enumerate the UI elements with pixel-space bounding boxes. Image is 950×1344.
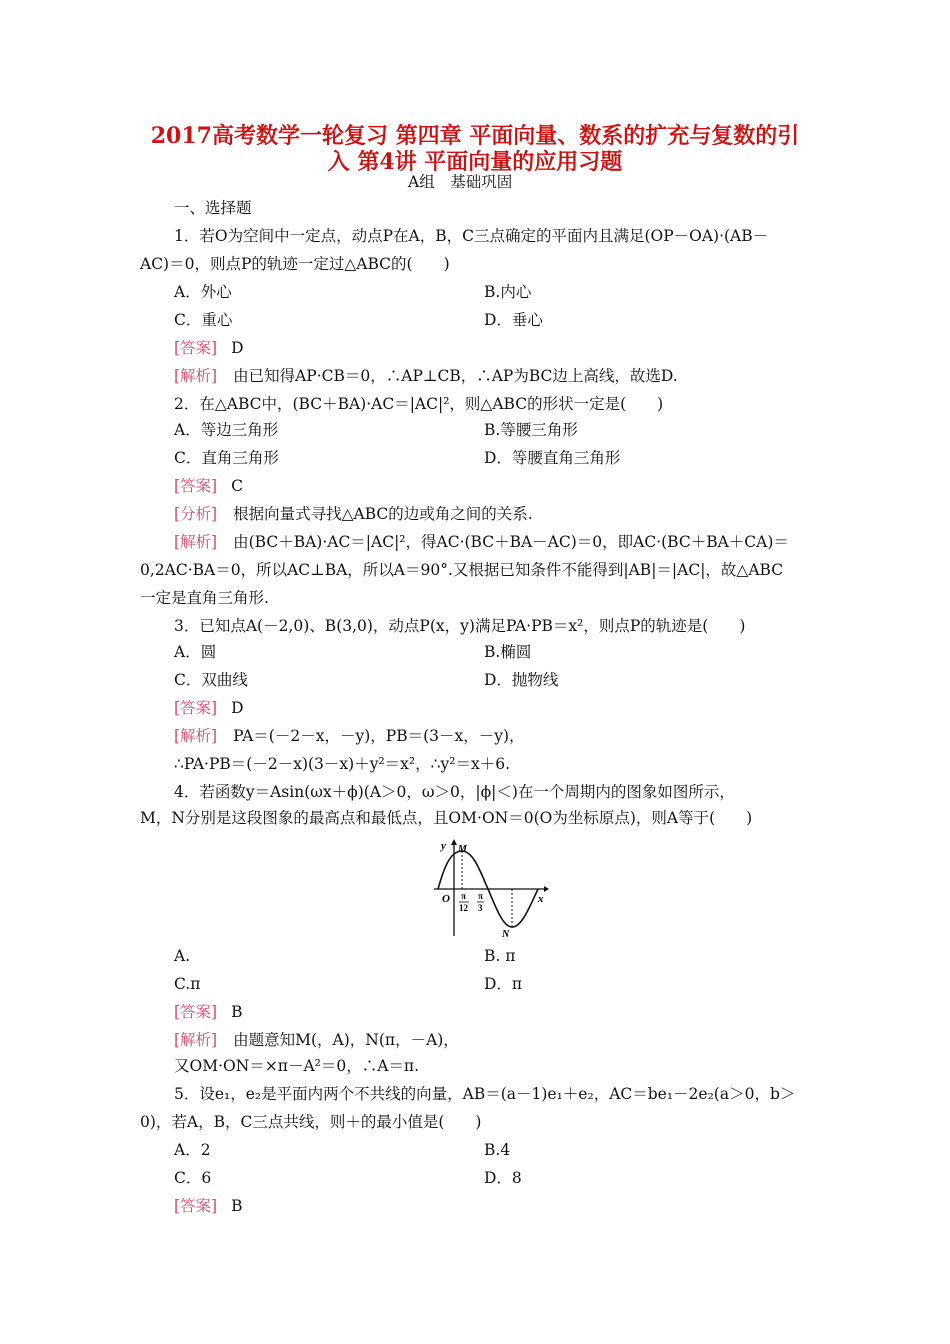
tick-pi3-num: π <box>478 891 483 901</box>
q5-option-b: B.4 <box>484 1141 511 1159</box>
q3-analysis-text1: PA＝(－2－x，－y)，PB＝(3－x，－y)， <box>233 727 525 745</box>
q2-option-b: B.等腰三角形 <box>484 421 578 439</box>
q4-answer <box>174 1002 243 1022</box>
q2-fenxi-text: 根据向量式寻找△ABC的边或角之间的关系. <box>233 505 533 523</box>
q5-answer-value: B <box>231 1197 243 1215</box>
fenxi-tag: [分析] <box>174 505 218 523</box>
q4-analysis-line1 <box>174 1030 459 1050</box>
q4-answer-value: B <box>231 1003 243 1021</box>
q3-option-a: A．圆 <box>174 643 217 661</box>
q4-analysis-line2: 又OM·ON＝×π－A²＝0，∴A＝π. <box>174 1057 420 1075</box>
q2-analysis-text1: 由(BC＋BA)·AC＝|AC|²，得AC·(BC＋BA－AC)＝0，即AC·(BC＋BA＋CA)＝ <box>233 533 789 551</box>
group-heading: A组 基础巩固 <box>408 173 513 191</box>
sine-graph <box>432 838 550 938</box>
q5-stem-line1: 5．设e₁，e₂是平面内两个不共线的向量，AB＝(a－1)e₁＋e₂，AC＝be₁－2e₂(a＞0，b＞ <box>174 1085 796 1103</box>
q5-option-a: A．2 <box>174 1141 211 1159</box>
y-axis-arrow <box>451 839 457 845</box>
q3-option-b: B.椭圆 <box>484 643 532 661</box>
q1-option-b: B.内心 <box>484 283 532 301</box>
q4-option-b: B. π <box>484 947 516 965</box>
origin-label: O <box>442 893 450 905</box>
analysis-tag: [解析] <box>174 367 218 385</box>
q2-analysis-line3: 一定是直角三角形. <box>140 589 269 607</box>
q4-analysis-text1: 由题意知M(，A)，N(π，－A)， <box>233 1031 459 1049</box>
point-m-label: M <box>458 844 467 855</box>
q5-stem-line2: 0)，若A，B，C三点共线，则＋的最小值是( ) <box>140 1113 482 1131</box>
q2-stem: 2．在△ABC中，(BC＋BA)·AC＝|AC|²，则△ABC的形状一定是( ) <box>174 395 664 413</box>
section-heading: 一、选择题 <box>174 199 252 217</box>
q3-option-d: D．抛物线 <box>484 671 559 689</box>
q4-option-c: C.π <box>174 975 201 993</box>
q1-analysis-text: 由已知得AP·CB＝0，∴AP⊥CB，∴AP为BC边上高线，故选D. <box>233 367 678 385</box>
doc-title-line1: 2017高考数学一轮复习 第四章 平面向量、数系的扩充与复数的引 <box>150 123 800 149</box>
point-n-label: N <box>502 929 510 938</box>
tick-pi3-den: 3 <box>478 903 483 913</box>
q3-analysis-line1 <box>174 726 525 746</box>
analysis-tag: [解析] <box>174 533 218 551</box>
answer-tag: [答案] <box>174 477 218 495</box>
x-axis-label: x <box>538 893 544 905</box>
q5-answer <box>174 1196 243 1216</box>
q2-analysis-line2: 0,2AC·BA＝0，所以AC⊥BA，所以A＝90°.又根据已知条件不能得到|AB|＝|AC|，故△ABC <box>140 561 784 579</box>
q1-stem-text1: 1．若O为空间中一定点，动点P在A，B，C三点确定的平面内且满足(OP－OA)·(AB－ <box>174 227 769 245</box>
q1-answer-value: D <box>231 339 244 357</box>
q3-answer-value: D <box>231 699 244 717</box>
answer-tag: [答案] <box>174 1003 218 1021</box>
x-axis-arrow <box>544 886 549 892</box>
q4-stem-line2: M，N分别是这段图象的最高点和最低点，且OM·ON＝0(O为坐标原点)，则A等于( ) <box>140 809 753 827</box>
y-axis-label: y <box>441 840 446 852</box>
tick-pi12-num: π <box>461 891 466 901</box>
q2-fenxi <box>174 504 533 524</box>
q3-answer <box>174 698 244 718</box>
q4-option-d: D．π <box>484 975 523 993</box>
tick-pi12-den: 12 <box>459 903 468 913</box>
q5-option-d: D．8 <box>484 1169 522 1187</box>
q2-answer-value: C <box>231 477 243 495</box>
q4-stem-line1: 4．若函数y＝Asin(ωx＋ϕ)(A＞0，ω＞0，|ϕ|＜)在一个周期内的图象如图所示， <box>174 783 735 801</box>
q1-stem-line1 <box>174 226 808 246</box>
q1-option-d: D．垂心 <box>484 311 543 329</box>
answer-tag: [答案] <box>174 699 218 717</box>
q2-option-a: A．等边三角形 <box>174 421 279 439</box>
answer-tag: [答案] <box>174 339 218 357</box>
q1-analysis <box>174 366 678 386</box>
q2-analysis-line1 <box>174 532 789 552</box>
q2-option-c: C．直角三角形 <box>174 449 279 467</box>
q1-stem-line2: AC)＝0，则点P的轨迹一定过△ABC的( ) <box>140 255 450 273</box>
q1-option-c: C．重心 <box>174 311 233 329</box>
analysis-tag: [解析] <box>174 1031 218 1049</box>
q1-option-a: A．外心 <box>174 283 232 301</box>
doc-title-line2: 入 第4讲 平面向量的应用习题 <box>327 149 623 175</box>
q2-option-d: D．等腰直角三角形 <box>484 449 621 467</box>
answer-tag: [答案] <box>174 1197 218 1215</box>
q4-option-a: A. <box>174 947 191 965</box>
q3-analysis-line2: ∴PA·PB＝(－2－x)(3－x)＋y²＝x²，∴y²＝x＋6. <box>174 755 510 773</box>
q5-option-c: C．6 <box>174 1169 212 1187</box>
q3-option-c: C．双曲线 <box>174 671 248 689</box>
q1-answer <box>174 338 244 358</box>
q2-answer <box>174 476 243 496</box>
analysis-tag: [解析] <box>174 727 218 745</box>
q3-stem: 3．已知点A(－2,0)、B(3,0)，动点P(x，y)满足PA·PB＝x²，则点P的轨迹是( ) <box>174 617 746 635</box>
